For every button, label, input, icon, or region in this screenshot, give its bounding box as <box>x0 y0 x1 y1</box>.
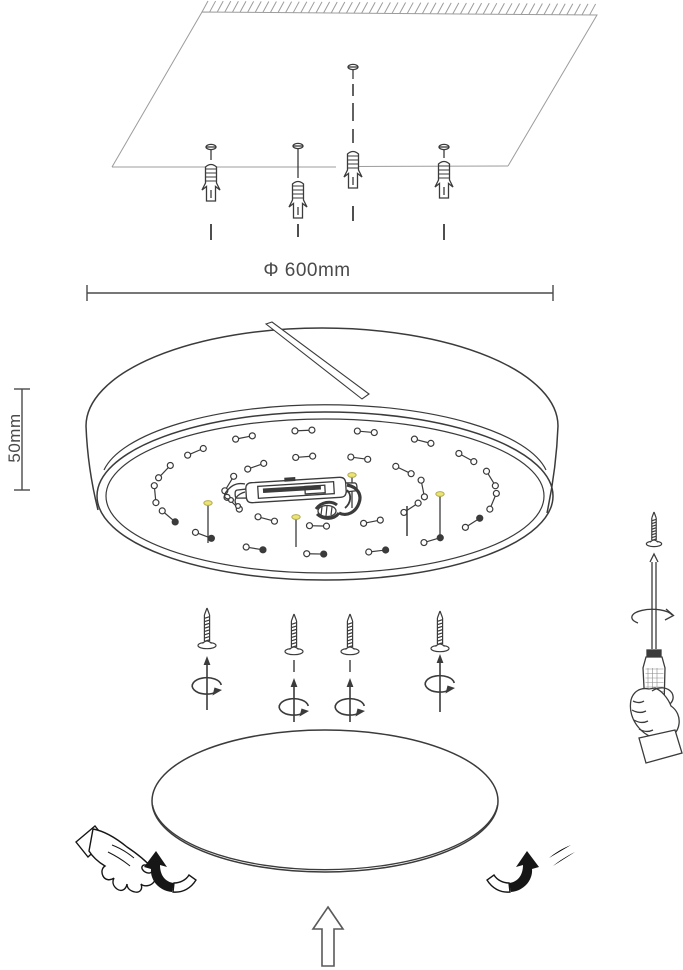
rotate-arrow-icon <box>632 609 674 623</box>
assembly-screw <box>192 608 222 710</box>
led-module <box>192 529 214 541</box>
diffuser-disc <box>152 730 498 872</box>
led-module <box>306 523 329 529</box>
diameter-dimension <box>87 285 553 301</box>
shade-seam <box>266 322 369 399</box>
led-module <box>411 436 433 446</box>
led-module <box>185 445 207 458</box>
assembly-screw <box>279 614 309 722</box>
mounting-post <box>292 515 300 547</box>
led-module <box>292 427 315 434</box>
led-module <box>361 517 384 526</box>
assembly-screw <box>425 611 455 712</box>
rotate-arrow-icon <box>192 656 222 710</box>
led-module <box>393 463 414 476</box>
wall-anchor-group <box>202 64 453 240</box>
led-module <box>354 428 377 436</box>
led-module <box>255 514 277 524</box>
screw-icon <box>646 512 661 547</box>
assembly-screw <box>335 614 365 722</box>
led-module <box>159 508 178 525</box>
rotate-arrow-icon <box>279 678 309 722</box>
screw-icon <box>646 512 661 547</box>
hand-right-icon <box>527 826 607 892</box>
led-module <box>366 547 389 555</box>
led-module <box>348 454 371 462</box>
rotate-arrow-icon <box>335 678 365 722</box>
led-module <box>401 500 421 515</box>
wall-anchor <box>202 144 220 240</box>
led-module <box>243 544 266 553</box>
rotate-arrow-right <box>487 851 539 892</box>
led-module <box>462 515 482 530</box>
driver-top-tab <box>284 477 295 482</box>
rotate-arrow-icon <box>425 654 455 712</box>
hand-left-icon <box>76 826 156 892</box>
height-label: 50mm <box>5 413 24 463</box>
screw-icon <box>285 614 303 655</box>
wall-anchor <box>344 64 362 221</box>
led-module <box>293 453 316 460</box>
screw-icon <box>198 608 216 649</box>
screw-icon <box>431 611 449 652</box>
led-module <box>304 551 327 557</box>
rotate-arrow-left <box>144 851 196 892</box>
mounting-post <box>436 492 444 538</box>
screwdriver <box>630 512 682 763</box>
led-module <box>151 483 159 506</box>
up-arrow-icon <box>313 907 343 966</box>
screw-icon <box>341 614 359 655</box>
led-module <box>487 490 500 512</box>
ceiling-panel <box>112 1 597 167</box>
led-module <box>233 433 256 442</box>
led-module <box>245 460 267 472</box>
wall-anchor <box>435 144 453 240</box>
led-module <box>222 473 237 494</box>
led-module <box>483 468 498 489</box>
lamp-base <box>86 322 558 580</box>
screwdriver-hand-icon <box>630 688 682 763</box>
diameter-label: Φ 600mm <box>263 260 351 281</box>
led-driver <box>225 473 360 518</box>
led-module <box>456 450 477 464</box>
assembly-screw-group <box>192 608 455 722</box>
led-module <box>418 477 427 500</box>
led-module <box>156 462 174 480</box>
wall-anchor <box>289 143 307 237</box>
